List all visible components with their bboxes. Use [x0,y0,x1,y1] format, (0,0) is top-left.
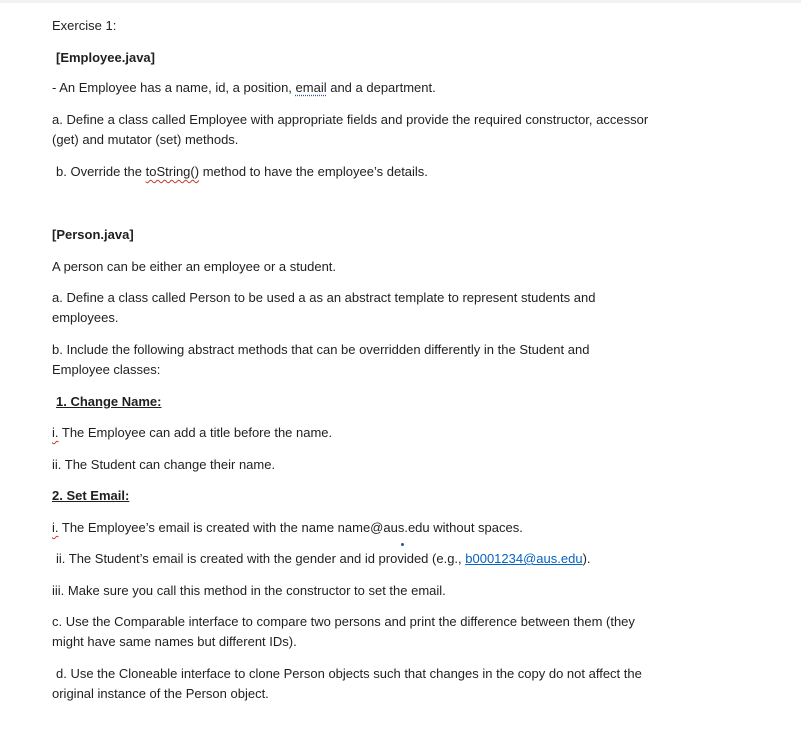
person-b-line1: b. Include the following abstract methods that can be overridden differently in the Student and [52,342,590,357]
employee-intro [52,78,436,98]
set-email-ii-post: ). [582,551,591,566]
employee-b-method: toString() [145,164,200,179]
employee-intro-pre: - An Employee has a name, id, a position, [52,80,296,95]
employee-b [56,162,428,182]
person-a-line1: a. Define a class called Person to be used a as an abstract template to represent students and [52,290,596,305]
set-email-iii: iii. Make sure you call this method in the constructor to set the email. [52,583,446,598]
set-email-i-marker: i. [52,520,59,535]
set-email-ii-pre: ii. The Student’s email is created with the gender and id provided (e.g., [56,551,466,566]
change-name-i-marker: i. [52,425,59,440]
person-b-line2: Employee classes: [52,362,161,377]
person-d-line2: original instance of the Person object. [52,686,269,701]
person-d-line1: d. Use the Cloneable interface to clone Person objects such that changes in the copy do not affect the [56,666,642,681]
set-email-ii [56,549,591,569]
person-intro: A person can be either an employee or a student. [52,259,337,274]
employee-a-line1: a. Define a class called Employee with appropriate fields and provide the required constructor, accessor [52,112,649,127]
change-name-heading: 1. Change Name: [56,394,162,409]
email-example-link[interactable]: b0001234@aus.edu [465,551,583,566]
employee-file-heading: [Employee.java] [56,50,155,65]
employee-intro-post: and a department. [326,80,436,95]
person-c-line2: might have same names but different IDs). [52,634,297,649]
employee-a-line2: (get) and mutator (set) methods. [52,132,239,147]
change-name-i-text: The Employee can add a title before the name. [58,425,333,440]
person-file-heading: [Person.java] [52,227,134,242]
set-email-heading: 2. Set Email: [52,488,130,503]
employee-intro-email: email [295,80,327,95]
set-email-i [52,518,523,538]
employee-b-post: method to have the employee’s details. [199,164,428,179]
set-email-i-text: The Employee’s email is created with the name name@aus.edu without spaces. [58,520,523,535]
blue-dot-mark [401,543,404,546]
page-top-shade [0,0,801,3]
person-c-line1: c. Use the Comparable interface to compare two persons and print the difference between them (they [52,614,635,629]
change-name-ii: ii. The Student can change their name. [52,457,276,472]
change-name-i [52,423,332,443]
person-a-line2: employees. [52,310,119,325]
exercise-title: Exercise 1: [52,18,117,33]
employee-b-pre: b. Override the [56,164,146,179]
